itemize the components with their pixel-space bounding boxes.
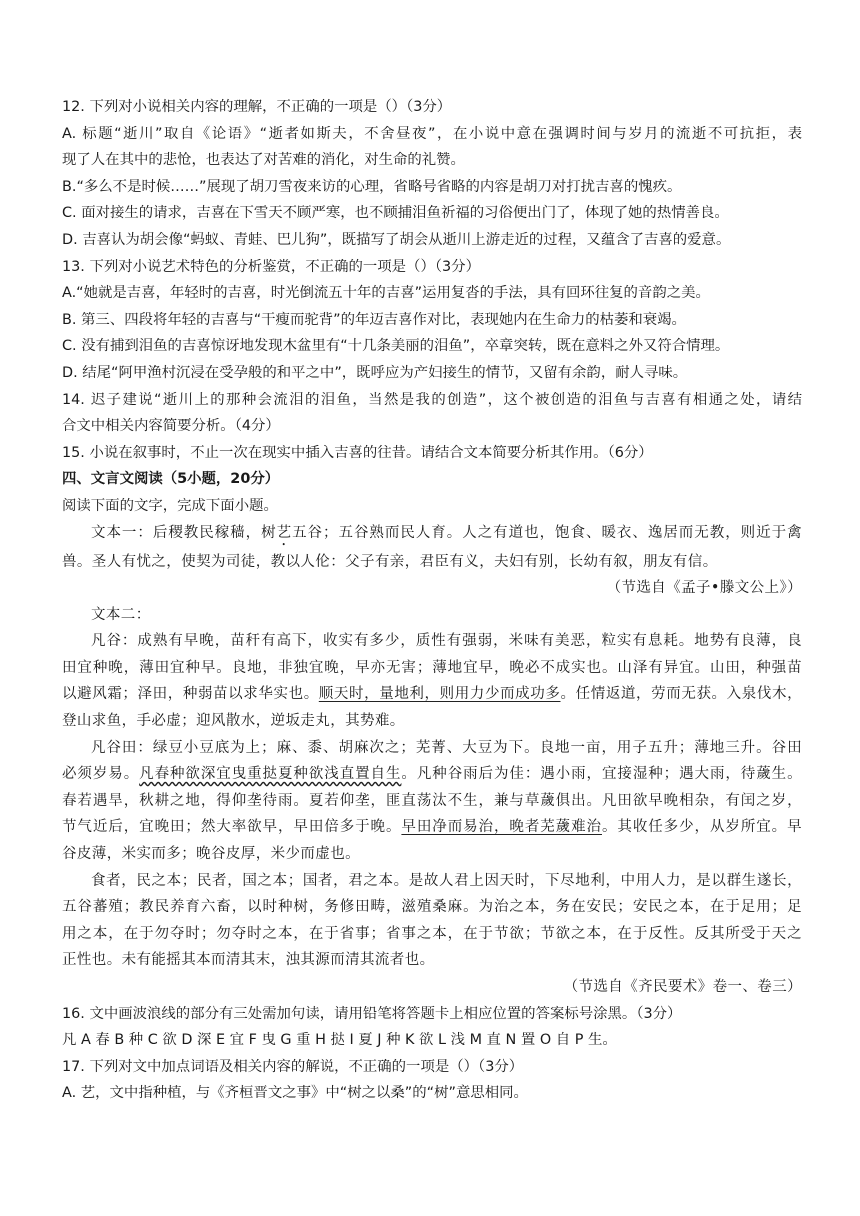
text2-p1-line1: 凡谷：成熟有早晚，苗秆有高下，收实有多少，质性有强弱，米味有美恶，粒实有息耗。地势有良薄，良 bbox=[91, 633, 802, 650]
q17-option-a: A. 艺，文中指种植，与《齐桓晋文之事》中“树之以桑”的“树”意思相同。 bbox=[62, 1085, 528, 1102]
q13-option-d: D. 结尾“阿甲渔村沉浸在受孕般的和平之中”，既呼应为产妇接生的情节，又留有余韵，耐人寻味。 bbox=[62, 364, 688, 381]
text1-line1 bbox=[62, 520, 802, 549]
text2-p2-line4 bbox=[62, 814, 802, 841]
text1-line2: 兽。圣人有忧之，使契为司徒，教以人伦：父子有亲，君臣有义，夫妇有别，长幼有叙，朋友有信。 bbox=[62, 553, 718, 570]
q12-option-c: C. 面对接生的请求，吉喜在下雪天不顾严寒，也不顾捕泪鱼祈福的习俗便出门了，体现了她的热情善良。 bbox=[62, 205, 729, 222]
q14-line2: 合文中相关内容简要分析。（4分） bbox=[62, 418, 280, 435]
text2-p2-line4-part-b: 。其收任多少，从岁所宜。早 bbox=[601, 819, 802, 836]
q13-option-a: A.“她就是吉喜，年轻时的吉喜，时光倒流五十年的吉喜”运用复沓的手法，具有回环往复的音韵之美。 bbox=[62, 285, 710, 302]
text2-p1-line2: 田宜种晚，薄田宜种早。良地，非独宜晚，早亦无害；薄地宜早，晚必不成实也。山泽有异宜。山田，种强苗 bbox=[62, 659, 802, 676]
q12-stem: 12. 下列对小说相关内容的理解，不正确的一项是（）（3分） bbox=[62, 99, 452, 115]
text2-p3-line4: 正性也。未有能摇其本而清其末，浊其源而清其流者也。 bbox=[62, 952, 435, 969]
text2-p1-line3-part-a: 以避风霜；泽田，种弱苗以求华实也。 bbox=[62, 686, 319, 703]
text2-p3-line3: 用之本，在于勿夺时；勿夺时之本，在于省事；省事之本，在于节欲；节欲之本，在于反性。反其所受于天之 bbox=[62, 925, 802, 942]
section4-instruction: 阅读下面的文字，完成下面小题。 bbox=[62, 497, 278, 514]
text2-p2-line2-part-b: 。凡种谷雨后为佳：遇小雨，宜接湿种；遇大雨，待薉生。 bbox=[401, 766, 802, 783]
text1-source: （节选自《孟子•滕文公上》） bbox=[606, 580, 802, 597]
exam-page bbox=[62, 94, 802, 1107]
q12-option-b: B.“多么不是时候……”展现了胡刀雪夜来访的心理，省略号省略的内容是胡刀对打扰吉喜的愧疚。 bbox=[62, 178, 682, 195]
text2-p3-line2: 五谷蕃殖；教民养育六畜，以时种树，务修田畴，滋殖桑麻。为治之本，务在安民；安民之本，在于足用；足 bbox=[62, 899, 802, 916]
q14-line1: 14. 迟子建说“逝川上的那种会流泪的泪鱼，当然是我的创造”，这个被创造的泪鱼与吉喜有相通之处，请结 bbox=[62, 391, 802, 408]
text2-p1-line4: 登山求鱼，手必虚；迎风散水，逆坂走丸，其势难。 bbox=[62, 713, 405, 730]
text2-p2-line2 bbox=[62, 761, 802, 788]
underlined-sentence-1: 顺天时，量地利，则用力少而成功多 bbox=[318, 686, 561, 703]
text2-p1-line3-part-b: 。任情返道，劳而无获。入泉伐木， bbox=[560, 686, 802, 703]
text2-p2-line2-part-a: 必须岁易。 bbox=[62, 766, 140, 783]
section4-title: 四、文言文阅读（5小题，20分） bbox=[62, 471, 280, 488]
text1-line1-part-a: 文本一：后稷教民稼穑，树 bbox=[91, 524, 277, 541]
text2-p2-line1: 凡谷田：绿豆小豆底为上；麻、黍、胡麻次之；芜菁、大豆为下。良地一亩，用子五升；薄地三升。谷田 bbox=[91, 739, 802, 756]
q12-option-d: D. 吉喜认为胡会像“蚂蚁、青蛙、巴儿狗”，既描写了胡会从逝川上游走近的过程，又蕴含了吉喜的爱意。 bbox=[62, 231, 731, 248]
dotted-word-yi: 艺 bbox=[276, 524, 293, 541]
underlined-sentence-2: 早田净而易治，晚者芜薉难治 bbox=[401, 819, 602, 836]
q16-stem: 16. 文中画波浪线的部分有三处需加句读，请用铅笔将答题卡上相应位置的答案标号涂黑。（3分） bbox=[62, 1005, 682, 1022]
wavy-underlined-sentence: 凡春种欲深宜曳重挞夏种欲浅直置自生 bbox=[139, 766, 402, 783]
text2-source: （节选自《齐民要术》卷一、卷三） bbox=[563, 979, 802, 995]
q12-option-a-line2: 现了人在其中的悲怆，也表达了对苦难的消化，对生命的礼赞。 bbox=[62, 152, 465, 169]
text2-label: 文本二： bbox=[91, 606, 151, 623]
q13-stem: 13. 下列对小说艺术特色的分析鉴赏，不正确的一项是（）（3分） bbox=[62, 258, 480, 275]
q15: 15. 小说在叙事时，不止一次在现实中插入吉喜的往昔。请结合文本简要分析其作用。（6分） bbox=[62, 444, 653, 461]
q13-option-b: B. 第三、四段将年轻的吉喜与“干瘦而驼背”的年迈吉喜作对比，表现她内在生命力的枯萎和衰竭。 bbox=[62, 311, 686, 328]
q12-option-a-line1: A. 标题“逝川”取自《论语》“逝者如斯夫，不舍昼夜”，在小说中意在强调时间与岁月的流逝不可抗拒，表 bbox=[62, 125, 802, 142]
text2-p2-line3: 春若遇旱，秋耕之地，得仰垄待雨。夏若仰垄，匪直荡汰不生，兼与草薉俱出。凡田欲早晚相杂，有闰之岁， bbox=[62, 792, 802, 809]
q13-option-c: C. 没有捕到泪鱼的吉喜惊讶地发现木盆里有“十几条美丽的泪鱼”，卒章突转，既在意料之外又符合情理。 bbox=[62, 338, 730, 355]
text2-p1-line3 bbox=[62, 681, 802, 708]
text2-p2-line5: 谷皮薄，米实而多；晚谷皮厚，米少而虚也。 bbox=[62, 846, 360, 863]
text2-p2-line4-part-a: 节气近后，宜晚田；然大率欲早，早田倍多于晚。 bbox=[62, 819, 402, 836]
q17-stem: 17. 下列对文中加点词语及相关内容的解说，不正确的一项是（）（3分） bbox=[62, 1058, 524, 1075]
text1-line1-part-b: 五谷；五谷熟而民人育。人之有道也，饱食、暖衣、逸居而无教，则近于禽 bbox=[292, 524, 802, 541]
text2-p3-line1: 食者，民之本；民者，国之本；国者，君之本。是故人君上因天时，下尽地利，中用人力，是以群生遂长， bbox=[91, 872, 802, 889]
q16-options: 凡 A 春 B 种 C 欲 D 深 E 宜 F 曳 G 重 H 挞 I 夏 J 种 K 欲 L 浅 M 直 N 置 O 自 P 生。 bbox=[62, 1032, 617, 1049]
